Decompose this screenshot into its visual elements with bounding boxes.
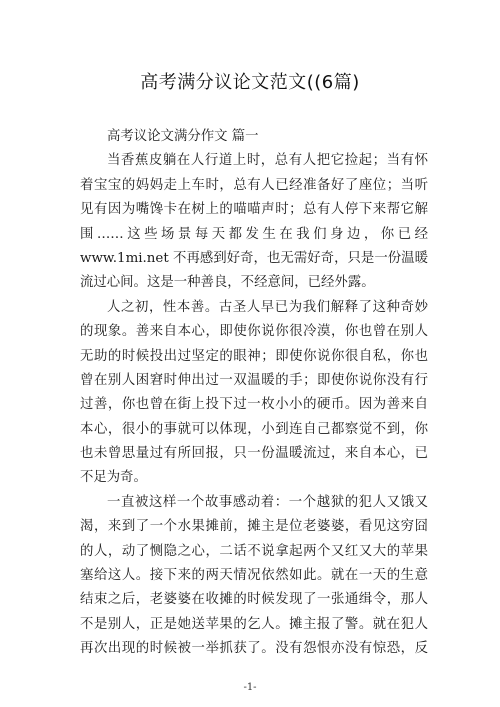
paragraph-line: 渴，来到了一个水果摊前，摊主是位老婆婆，看见这穷囧 [80,519,428,535]
paragraph-line: 当香蕉皮躺在人行道上时，总有人把它捡起；当有怀 [107,153,428,169]
document-body [80,125,428,662]
paragraph-line: 的人，动了恻隐之心，二话不说拿起两个又红又大的苹果 [80,543,428,559]
paragraph-line: 围……这些场景每天都发生在我们身边，你已经 [80,226,428,242]
paragraph-line: 的现象。善来自本心，即使你说你很冷漠，你也曾在别人 [80,324,428,340]
paragraph-line: 不足为奇。 [80,470,147,486]
paragraph-line: 曾在别人困窘时伸出过一双温暖的手；即使你说你没有行 [80,372,428,388]
document-title: 高考满分议论文范文((6篇) [140,72,360,93]
paragraph-line: 本心，很小的事就可以体现，小到连自己都察觉不到，你 [80,421,428,437]
paragraph-line: 过善，你也曾在街上投下过一枚小小的硬币。因为善来自 [80,397,428,413]
paragraph-line: 人之初，性本善。古圣人早已为我们解释了这种奇妙 [107,299,428,315]
paragraph-line: 流过心间。这是一种善良，不经意间，已经外露。 [80,275,375,291]
paragraph-line: 也未曾思量过有所回报，只一份温暖流过，来自本心，已 [80,446,428,462]
paragraph-line: 塞给这人。接下来的两天情况依然如此。就在一天的生意 [80,568,428,584]
paragraph-line: 着宝宝的妈妈走上车时，总有人已经准备好了座位；当听 [80,177,428,193]
paragraph-line: 无助的时候投出过坚定的眼神；即使你说你很自私，你也 [80,348,428,364]
paragraph-line: 结束之后，老婆婆在收摊的时候发现了一张通缉令，那人 [80,592,428,608]
page-number: -1- [243,682,257,693]
paragraph-line: www.1mi.net 不再感到好奇，也无需好奇，只是一份温暖 [80,250,428,266]
paragraph-line: 见有因为嘴馋卡在树上的喵喵声时；总有人停下来帮它解 [80,202,428,218]
paragraph-line: 一直被这样一个故事感动着：一个越狱的犯人又饿又 [107,494,428,510]
paragraph-line: 再次出现的时候被一举抓获了。没有怨恨亦没有惊恐，反 [80,641,428,657]
section-heading: 高考议论文满分作文 篇一 [107,129,259,144]
paragraph-line: 不是别人，正是她送苹果的乞人。摊主报了警。就在犯人 [80,616,428,632]
